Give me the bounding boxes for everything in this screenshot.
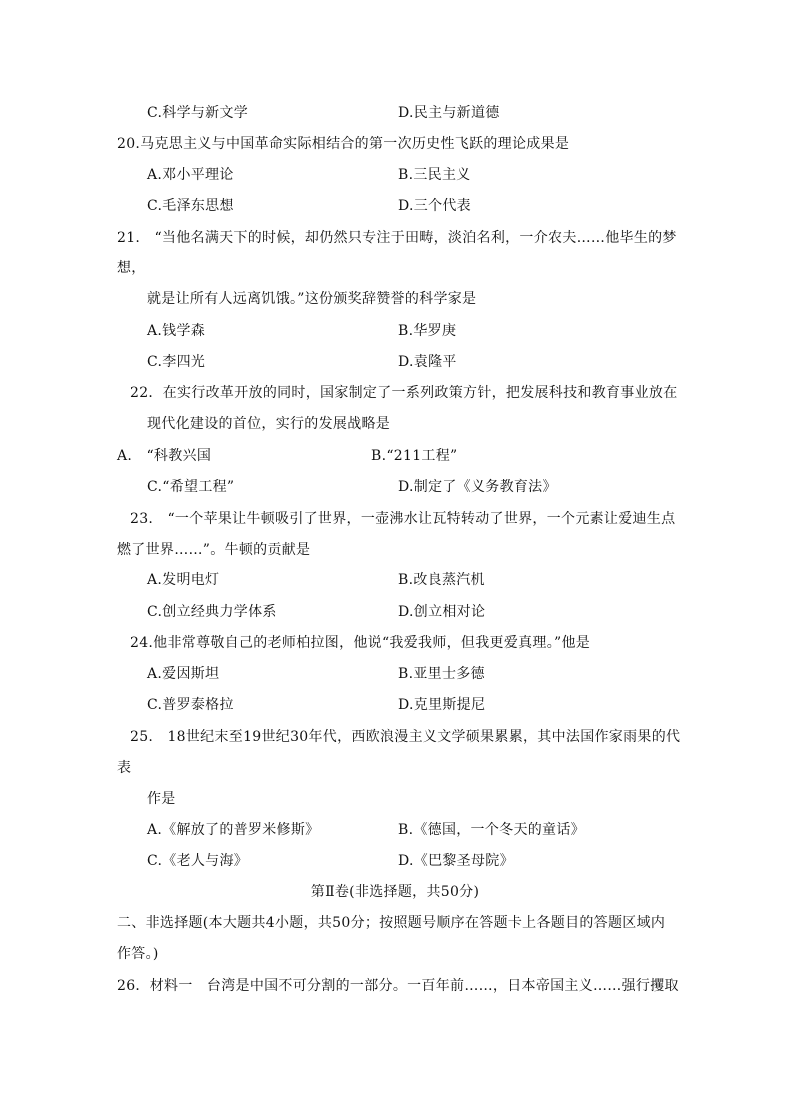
q21-stem-line3: 就是让所有人远离饥饿。”这份颁奖辞赞誉的科学家是	[147, 291, 477, 307]
q24-stem: 24.他非常尊敬自己的老师柏拉图，他说“我爱我师，但我更爱真理。”他是	[130, 635, 591, 651]
q21-option-b: B.华罗庚	[398, 323, 457, 339]
q23-stem-line1: 23. “一个苹果让牛顿吸引了世界，一壶沸水让瓦特转动了世界，一个元素让爱迪生点	[130, 511, 676, 527]
q25-stem-line2: 表	[117, 760, 132, 776]
q25-option-c: C.《老人与海》	[147, 853, 249, 869]
q21-option-d: D.袁隆平	[398, 354, 457, 370]
q22-option-a: A. “科教兴国	[117, 448, 212, 464]
q23-option-b: B.改良蒸汽机	[398, 572, 485, 588]
q21-stem-line2: 想，	[117, 260, 146, 276]
q26-stem-line1: 26．材料一 台湾是中国不可分割的一部分。一百年前……，日本帝国主义……强行攫取	[117, 978, 679, 994]
q23-stem-line2: 燃了世界……”。牛顿的贡献是	[117, 542, 311, 558]
q22-option-b: B.“211工程”	[371, 448, 458, 464]
section2-heading-line1: 二、非选择题(本大题共4小题，共50分；按照题号顺序在答题卡上各题目的答题区域内	[117, 915, 666, 931]
section2-heading-line2: 作答。)	[117, 946, 159, 962]
q22-option-c: C.“希望工程”	[147, 479, 235, 495]
q23-option-a: A.发明电灯	[147, 572, 220, 588]
q21-stem-line1: 21. “当他名满天下的时候，却仍然只专注于田畴，淡泊名利，一介农夫……他毕生的梦	[117, 230, 677, 246]
q22-stem-line2: 现代化建设的首位，实行的发展战略是	[147, 416, 391, 432]
q24-option-a: A.爱因斯坦	[147, 666, 220, 682]
q19-option-d: D.民主与新道德	[398, 105, 500, 121]
q23-option-d: D.创立相对论	[398, 604, 486, 620]
q23-option-c: C.创立经典力学体系	[147, 604, 277, 620]
q24-option-d: D.克里斯提尼	[398, 697, 486, 713]
q24-option-b: B.亚里士多德	[398, 666, 485, 682]
q25-option-b: B.《德国，一个冬天的童话》	[398, 822, 585, 838]
q22-option-d: D.制定了《义务教育法》	[398, 479, 557, 495]
q19-option-c: C.科学与新文学	[147, 105, 249, 121]
q20-option-c: C.毛泽东思想	[147, 198, 234, 214]
q24-option-c: C.普罗泰格拉	[147, 697, 234, 713]
section2-title: 第Ⅱ卷(非选择题，共50分)	[310, 884, 480, 900]
q22-stem-line1: 22．在实行改革开放的同时，国家制定了一系列政策方针，把发展科技和教育事业放在	[130, 385, 678, 401]
q25-option-a: A.《解放了的普罗米修斯》	[147, 822, 320, 838]
q20-option-b: B.三民主义	[398, 167, 471, 183]
q25-stem-line3: 作是	[147, 791, 176, 807]
q25-stem-line1: 25. 18世纪末至19世纪30年代，西欧浪漫主义文学硕果累累，其中法国作家雨果的代	[130, 729, 681, 745]
q21-option-a: A.钱学森	[147, 323, 206, 339]
q20-option-d: D.三个代表	[398, 198, 471, 214]
q21-option-c: C.李四光	[147, 354, 206, 370]
q25-option-d: D.《巴黎圣母院》	[398, 853, 514, 869]
q20-option-a: A.邓小平理论	[147, 167, 234, 183]
q20-stem: 20.马克思主义与中国革命实际相结合的第一次历史性飞跃的理论成果是	[117, 136, 570, 152]
